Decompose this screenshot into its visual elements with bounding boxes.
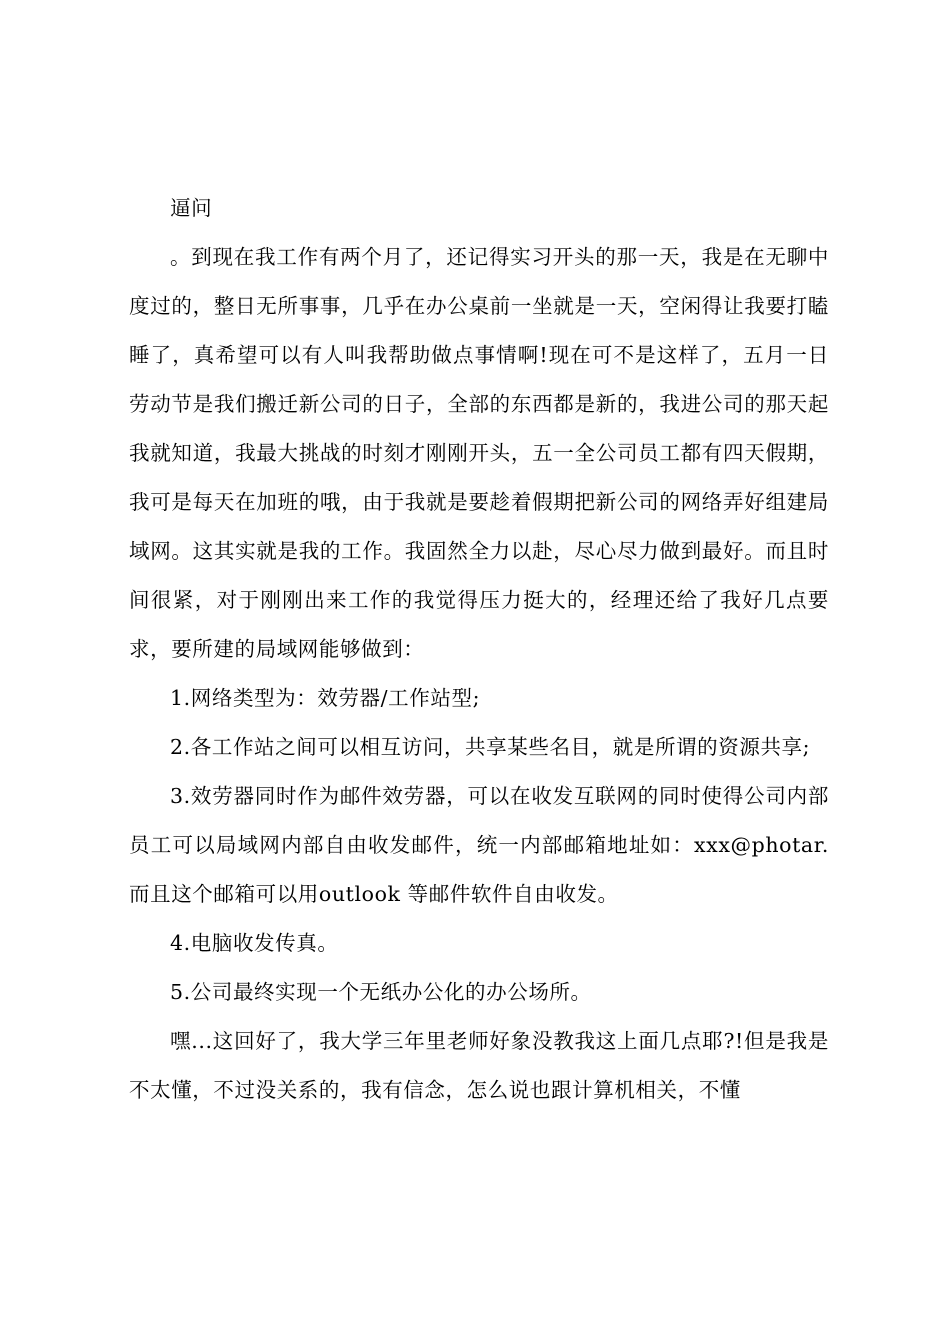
paragraph-heading: 逼问 [170, 196, 213, 220]
paragraph-requirement-5: 5.公司最终实现一个无纸办公化的办公场所。 [170, 980, 592, 1004]
paragraph-requirement-2: 2.各工作站之间可以相互访问，共享某些名目，就是所谓的资源共享; [170, 735, 811, 759]
paragraph-intro: 。到现在我工作有两个月了，还记得实习开头的那一天，我是在无聊中度过的，整日无所事事，几乎在办公桌前一坐就是一天，空闲得让我要打瞌睡了，真希望可以有人叫我帮助做点事情啊!现在可不是这样了，五月一日劳动节是我们搬迁新公司的日子，全部的东西都是新的，我进公司的那天起我就知道，我最大挑战的时刻才刚刚开头，五一全公司员工都有四天假期，我可是每天在加班的哦，由于我就是要趁着假期把新公司的网络弄好组建局域网。这其实就是我的工作。我固然全力以赴，尽心尽力做到最好。而且时间很紧，对于刚刚出来工作的我觉得压力挺大的，经理还给了我好几点要求，要所建的局域网能够做到： [129, 245, 829, 661]
paragraph-closing: 嘿...这回好了，我大学三年里老师好象没教我这上面几点耶?!但是我是不太懂，不过没关系的，我有信念，怎么说也跟计算机相关，不懂 [129, 1029, 829, 1102]
paragraph-requirement-3: 3.效劳器同时作为邮件效劳器，可以在收发互联网的同时使得公司内部员工可以局域网内部自由收发邮件，统一内部邮箱地址如：xxx@photar.而且这个邮箱可以用outlook 等邮件软件自由收发。 [129, 784, 829, 906]
paragraph-requirement-4: 4.电脑收发传真。 [170, 931, 339, 955]
document-body [129, 184, 829, 1115]
paragraph-requirement-1: 1.网络类型为：效劳器/工作站型; [170, 686, 481, 710]
